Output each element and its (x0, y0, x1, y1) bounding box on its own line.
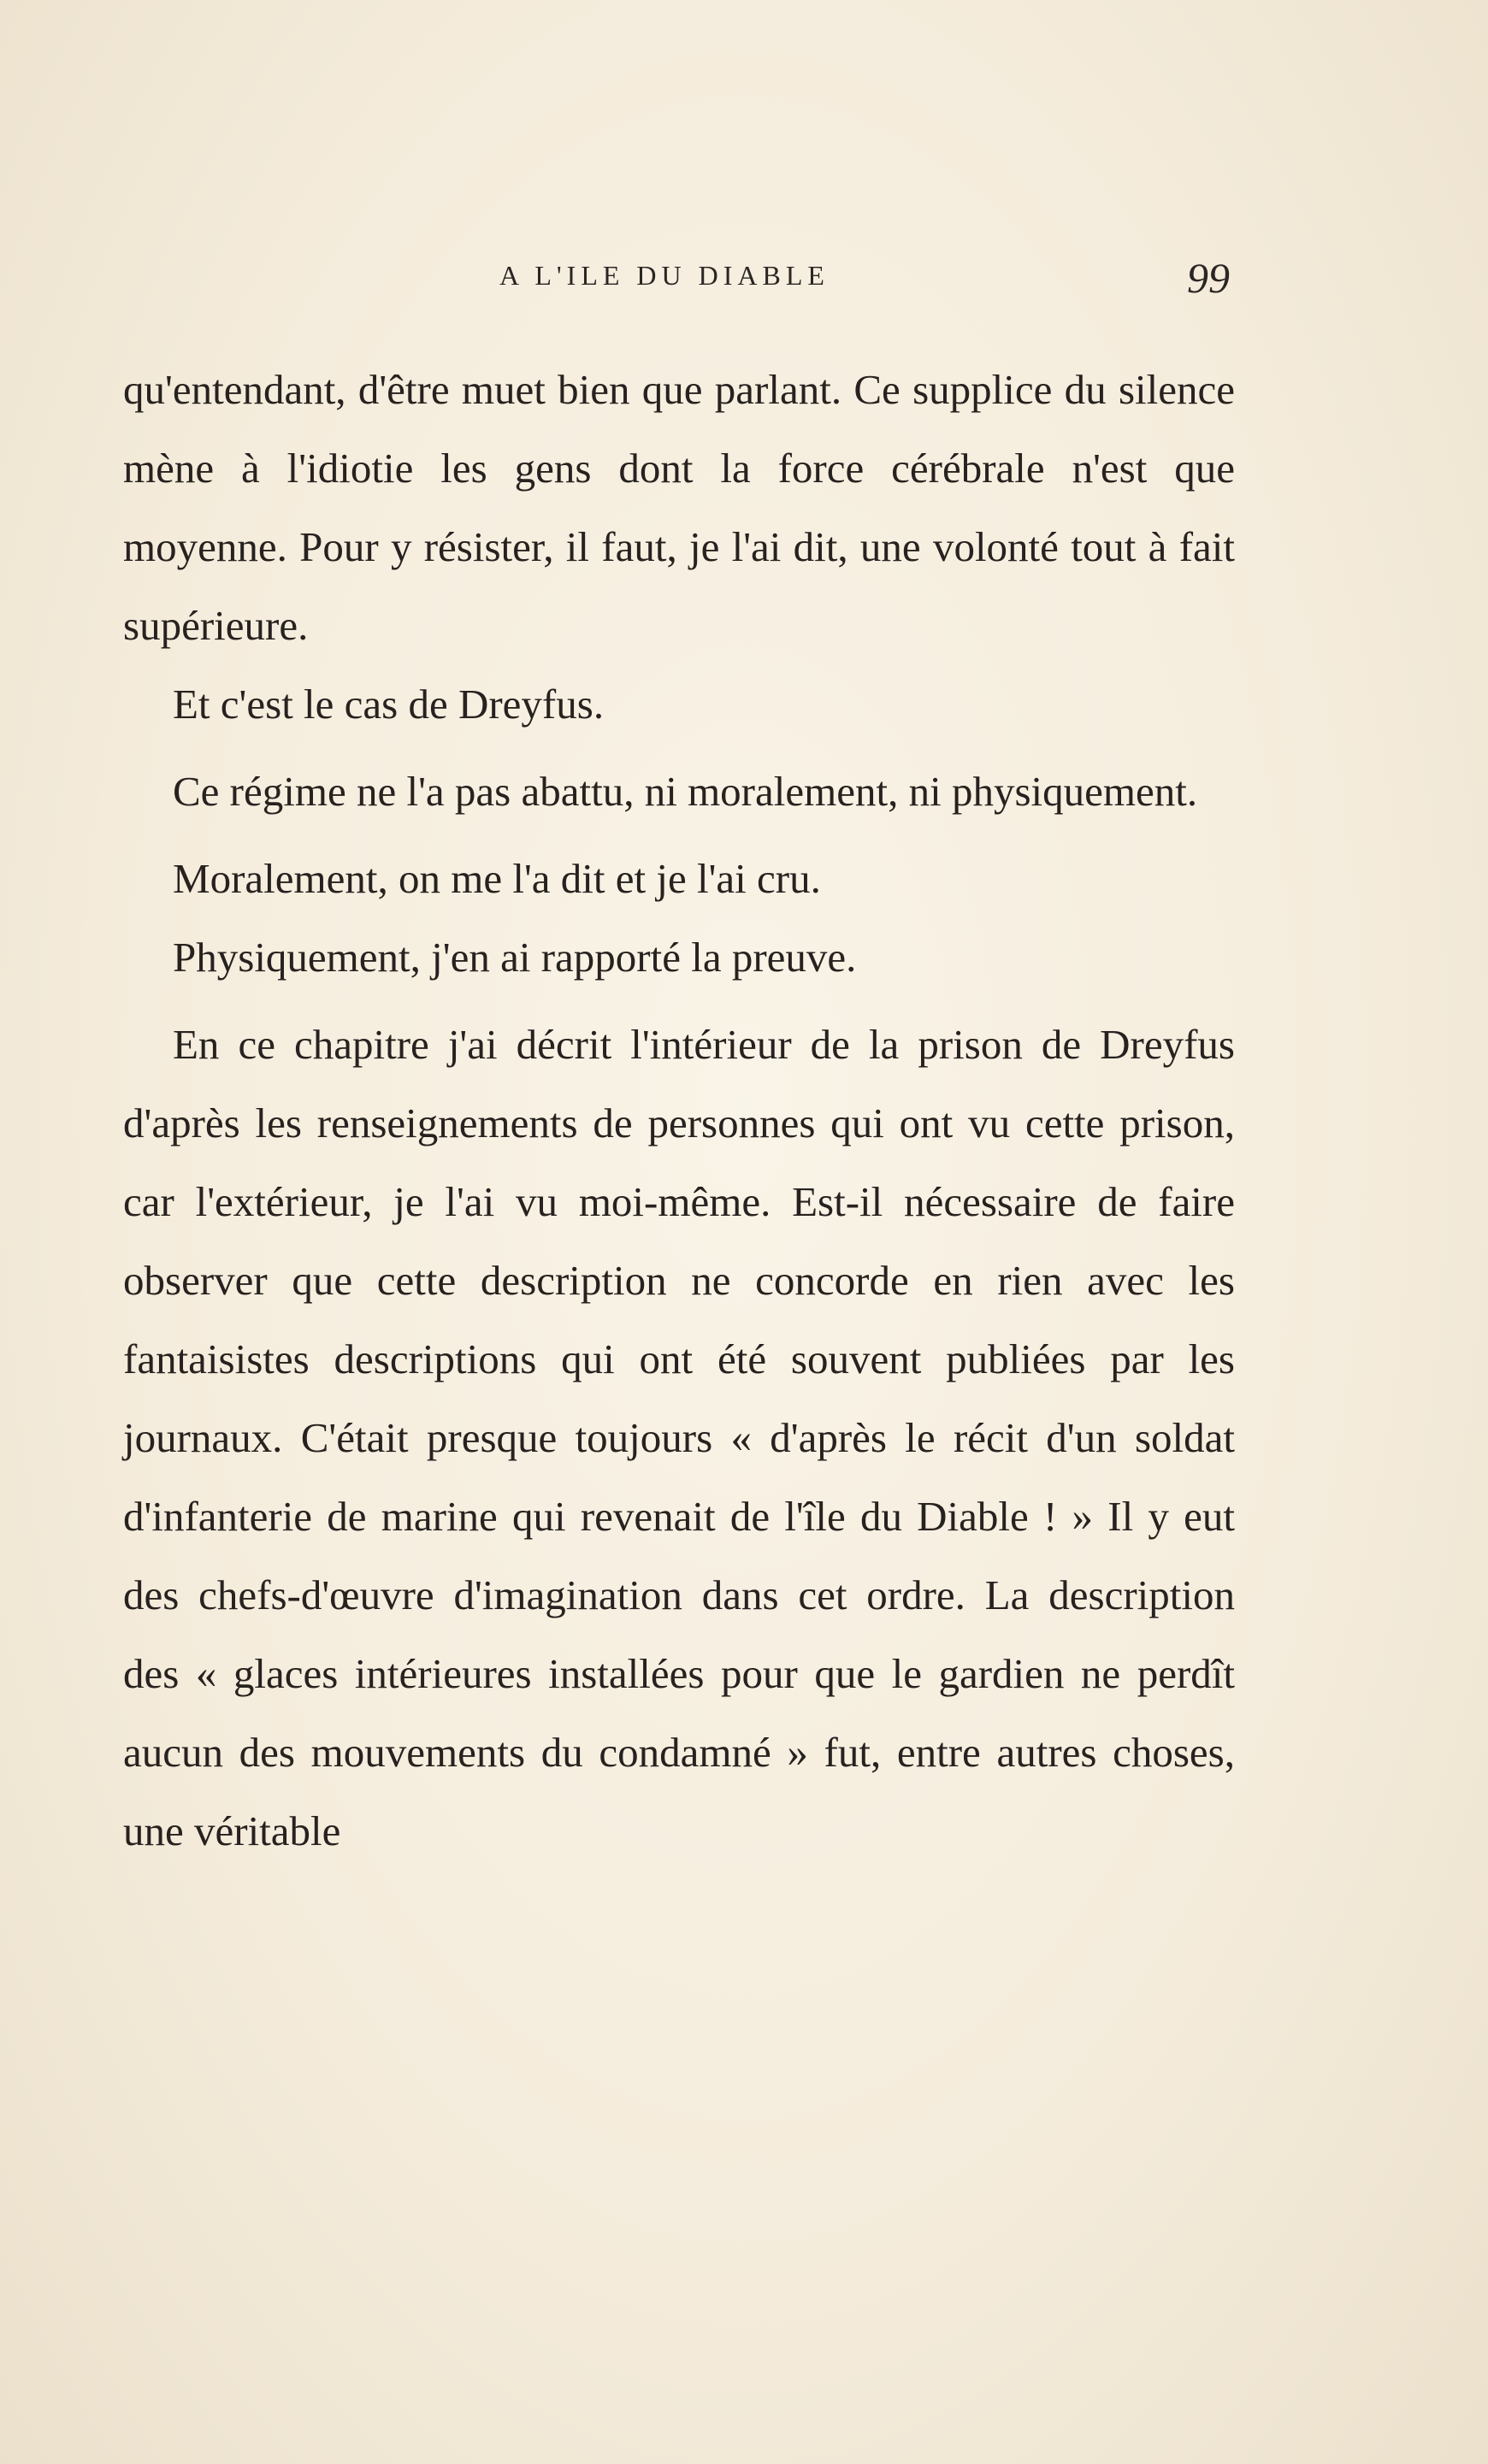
body-text (123, 351, 1235, 1871)
page-number: 99 (1187, 254, 1230, 302)
paragraph: Et c'est le cas de Dreyfus. (173, 681, 605, 728)
paragraph: Moralement, on me l'a dit et je l'ai cru. (173, 855, 821, 902)
paragraph: En ce chapitre j'ai décrit l'intérieur de la prison de Dreyfus d'après les renseignements de personnes qui ont vu cette prison, car l'extérieur, je l'ai vu moi-même. Est-il nécessaire de faire observer que cette description ne concorde en rien avec les fantaisistes descriptions qui ont été souvent publiées par les journaux. C'était presque toujours « d'après le récit d'un soldat d'infanterie de marine qui revenait de l'île du Diable ! » Il y eut des chefs-d'œuvre d'imagination dans cet ordre. La description des « glaces intérieures installées pour que le gardien ne perdît aucun des mouvements du condamné » fut, entre autres choses, une véritable (123, 1021, 1235, 1854)
running-title: A L'ILE DU DIABLE (499, 260, 830, 291)
paragraph: Ce régime ne l'a pas abattu, ni moralement, ni physiquement. (173, 768, 1198, 815)
paragraph: Physiquement, j'en ai rapporté la preuve. (173, 934, 857, 981)
running-head (0, 253, 1488, 304)
paragraph: qu'entendant, d'être muet bien que parlant. Ce supplice du silence mène à l'idiotie les gens dont la force cérébrale n'est que moyenne. Pour y résister, il faut, je l'ai dit, une volonté tout à fait supérieure. (123, 366, 1235, 649)
